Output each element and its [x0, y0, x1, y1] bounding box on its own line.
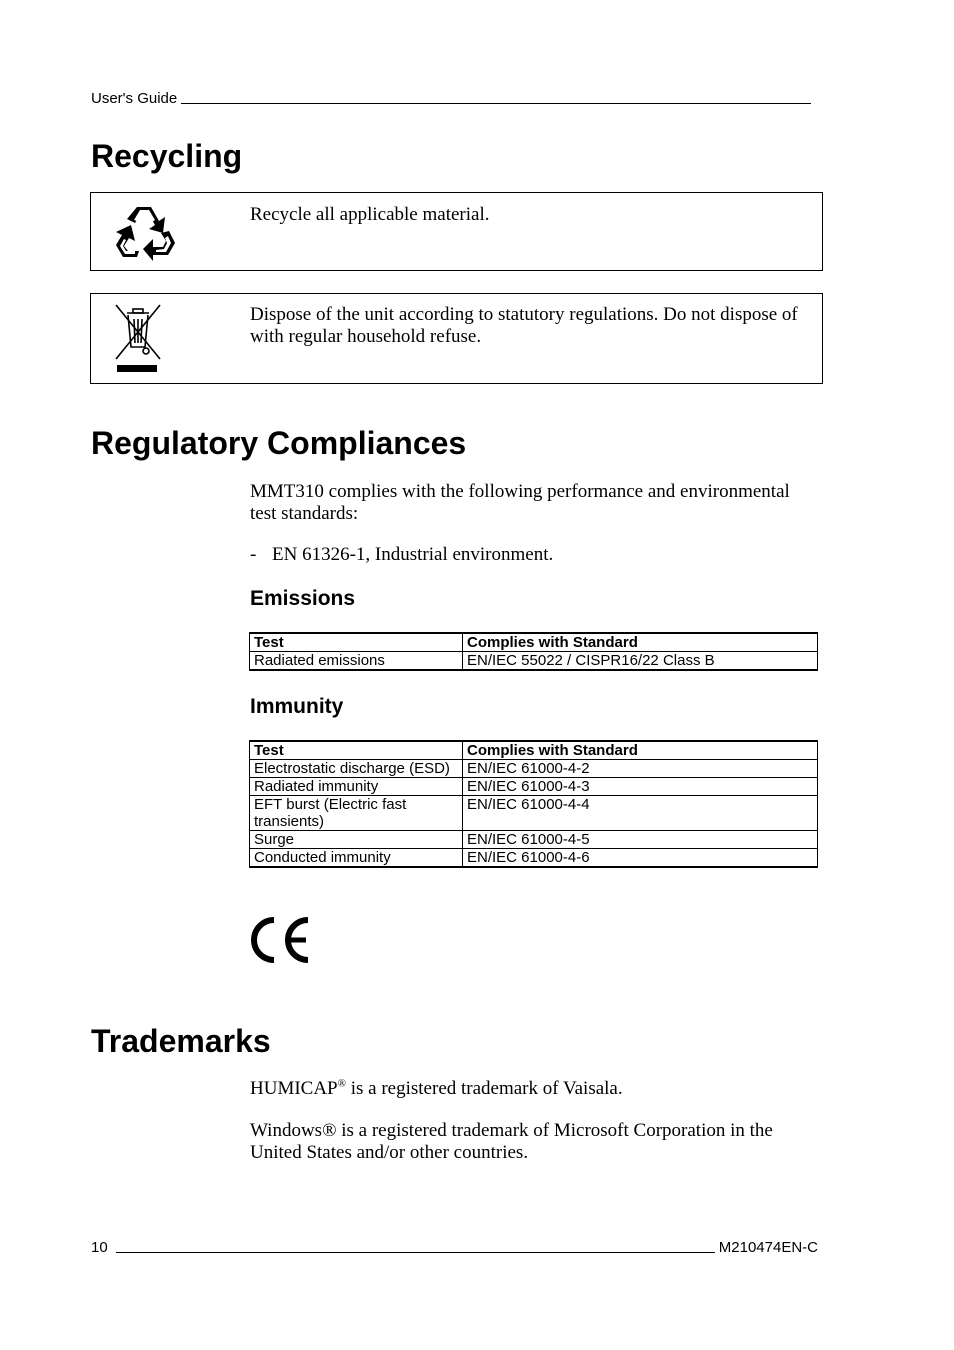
table-header-row	[250, 633, 818, 652]
column-header-standard: Complies with Standard	[463, 633, 818, 652]
table-row	[250, 652, 818, 671]
trademarks-heading: Trademarks	[91, 1023, 271, 1059]
emissions-table	[249, 632, 818, 671]
column-header-test: Test	[250, 741, 463, 760]
ce-mark-icon	[250, 917, 312, 963]
running-header	[91, 90, 813, 107]
test-cell: Radiated immunity	[250, 778, 463, 796]
table-row	[250, 849, 818, 868]
humicap-trademark-text	[250, 1078, 820, 1100]
disposal-notice-text: Dispose of the unit according to statutory regulations. Do not dispose of with regular household refuse.	[250, 304, 798, 347]
humicap-rest: is a registered trademark of Vaisala.	[345, 1078, 623, 1099]
table-header-row	[250, 741, 818, 760]
table-row	[250, 831, 818, 849]
humicap-name: HUMICAP	[250, 1078, 338, 1099]
test-cell: Conducted immunity	[250, 849, 463, 868]
test-cell: Radiated emissions	[250, 652, 463, 671]
standards-list-item	[250, 544, 553, 566]
recycle-notice-text: Recycle all applicable material.	[250, 204, 490, 225]
weee-bin-icon	[113, 303, 163, 373]
page-number: 10	[91, 1239, 108, 1256]
regulatory-intro: MMT310 complies with the following performance and environmental test standards:	[250, 481, 790, 524]
column-header-test: Test	[250, 633, 463, 652]
test-cell: Electrostatic discharge (ESD)	[250, 760, 463, 778]
footer-rule	[116, 1252, 715, 1253]
document-code: M210474EN-C	[718, 1239, 818, 1256]
standard-cell: EN/IEC 61000-4-5	[463, 831, 818, 849]
test-cell: EFT burst (Electric fast transients)	[250, 796, 463, 831]
standard-cell: EN/IEC 61000-4-4	[463, 796, 818, 831]
standard-cell: EN/IEC 61000-4-3	[463, 778, 818, 796]
immunity-heading: Immunity	[250, 695, 344, 718]
standard-cell: EN/IEC 61000-4-6	[463, 849, 818, 868]
header-guide-label: User's Guide	[91, 90, 178, 107]
table-row	[250, 760, 818, 778]
regulatory-heading: Regulatory Compliances	[91, 425, 467, 461]
recycling-heading: Recycling	[91, 138, 243, 174]
test-cell: Surge	[250, 831, 463, 849]
column-header-standard: Complies with Standard	[463, 741, 818, 760]
table-row	[250, 796, 818, 831]
list-item-text: EN 61326-1, Industrial environment.	[272, 544, 554, 565]
windows-trademark-text: Windows® is a registered trademark of Microsoft Corporation in the United States and/or other countries.	[250, 1120, 773, 1163]
registered-mark: ®	[337, 1077, 346, 1090]
table-row	[250, 778, 818, 796]
recycle-notice	[90, 192, 823, 271]
immunity-table	[249, 740, 818, 868]
header-rule	[181, 103, 811, 104]
emissions-heading: Emissions	[250, 587, 356, 610]
running-footer	[91, 1239, 818, 1256]
standard-cell: EN/IEC 61000-4-2	[463, 760, 818, 778]
standard-cell: EN/IEC 55022 / CISPR16/22 Class B	[463, 652, 818, 671]
disposal-notice	[90, 293, 823, 384]
recycle-icon	[113, 201, 175, 261]
list-marker: -	[250, 544, 257, 565]
